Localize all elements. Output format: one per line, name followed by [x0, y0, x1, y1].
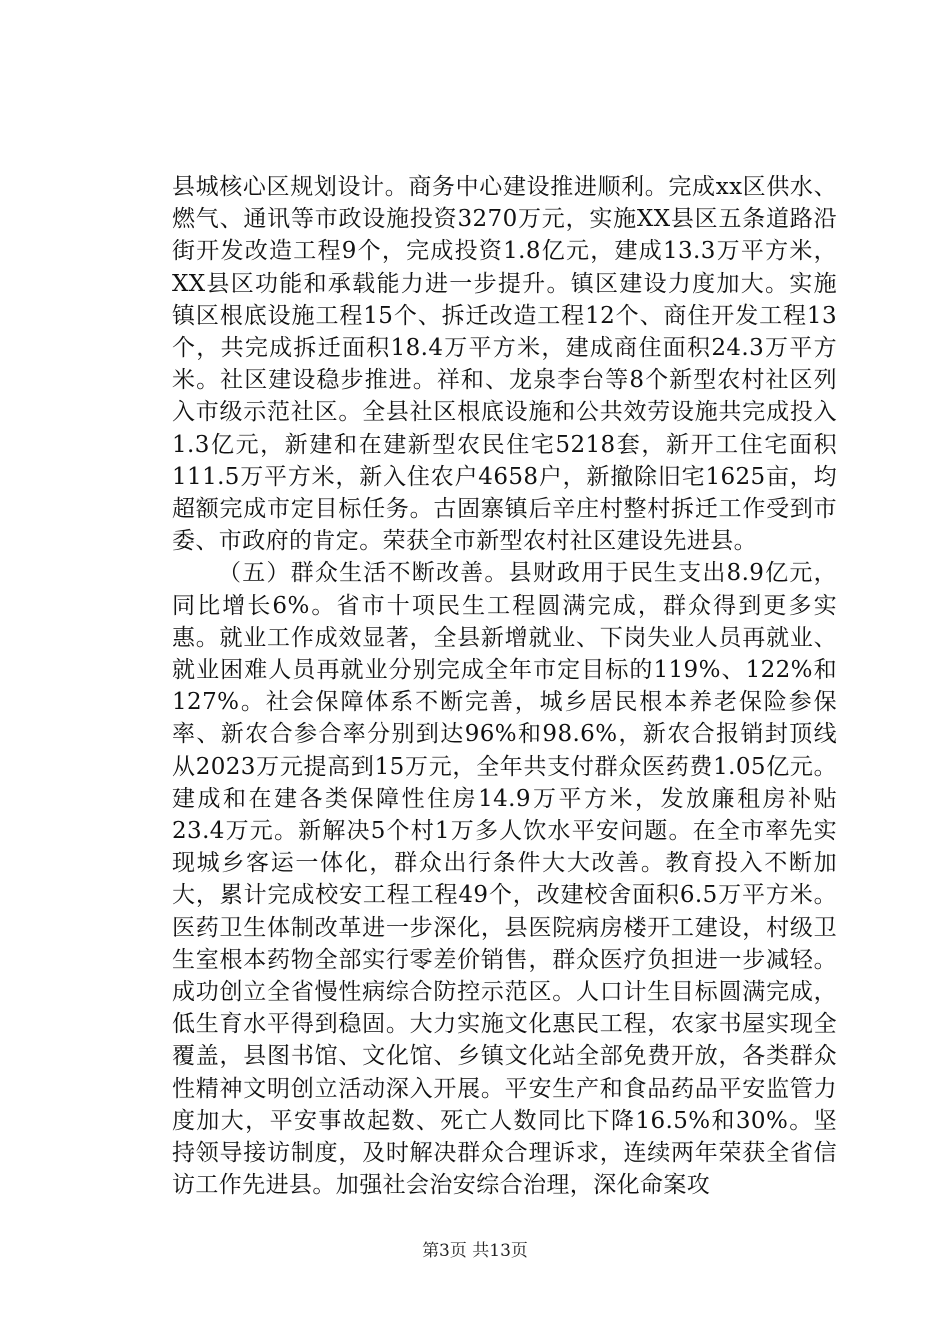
paragraph-2: （五）群众生活不断改善。县财政用于民生支出8.9亿元，同比增长6%。省市十项民生工程圆满完成，群众得到更多实惠。就业工作成效显著，全县新增就业、下岗失业人员再就业、就业困难人员再就业分别完成全年市定目标的119%、122%和127%。社会保障体系不断完善，城乡居民根本养老保险参保率、新农合参合率分别到达96%和98.6%，新农合报销封顶线从2023万元提高到15万元，全年共支付群众医药费1.05亿元。建成和在建各类保障性住房14.9万平方米，发放廉租房补贴23.4万元。新解决5个村1万多人饮水平安问题。在全市率先实现城乡客运一体化，群众出行条件大大改善。教育投入不断加大，累计完成校安工程工程49个，改建校舍面积6.5万平方米。医药卫生体制改革进一步深化，县医院病房楼开工建设，村级卫生室根本药物全部实行零差价销售，群众医疗负担进一步减轻。成功创立全省慢性病综合防控示范区。人口计生目标圆满完成，低生育水平得到稳固。大力实施文化惠民工程，农家书屋实现全覆盖，县图书馆、文化馆、乡镇文化站全部免费开放，各类群众性精神文明创立活动深入开展。平安生产和食品药品平安监管力度加大，平安事故起数、死亡人数同比下降16.5%和30%。坚持领导接访制度，及时解决群众合理诉求，连续两年荣获全省信访工作先进县。加强社会治安综合治理，深化命案攻 [172, 560, 837, 1199]
page-number-footer: 第3页 共13页 [422, 1241, 528, 1261]
document-body [172, 171, 837, 1202]
paragraph-1: 县城核心区规划设计。商务中心建设推进顺利。完成xx区供水、燃气、通讯等市政设施投资3270万元，实施XX县区五条道路沿街开发改造工程9个，完成投资1.8亿元，建成13.3万平方米，XX县区功能和承载能力进一步提升。镇区建设力度加大。实施镇区根底设施工程15个、拆迁改造工程12个、商住开发工程13个，共完成拆迁面积18.4万平方米，建成商住面积24.3万平方米。社区建设稳步推进。祥和、龙泉李台等8个新型农村社区列入市级示范社区。全县社区根底设施和公共效劳设施共完成投入1.3亿元，新建和在建新型农民住宅5218套，新开工住宅面积111.5万平方米，新入住农户4658户，新撤除旧宅1625亩，均超额完成市定目标任务。古固寨镇后辛庄村整村拆迁工作受到市委、市政府的肯定。荣获全市新型农村社区建设先进县。 [172, 174, 837, 555]
